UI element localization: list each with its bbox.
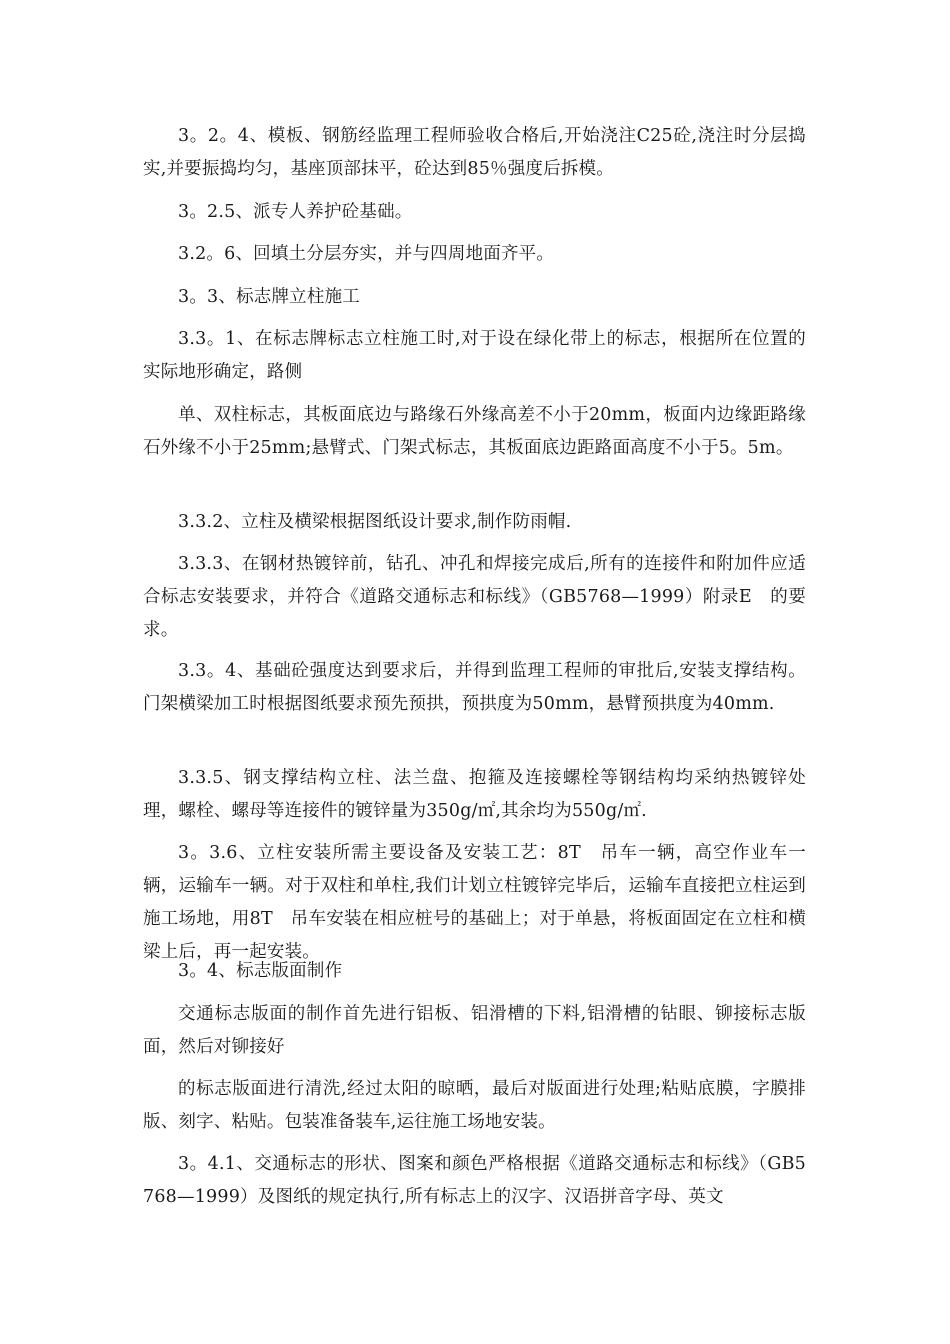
- paragraph-3-3-6: 3。3.6、立柱安装所需主要设备及安装工艺：8T 吊车一辆，高空作业车一辆，运输车一辆。对于双柱和单柱,我们计划立柱镀锌完毕后，运输车直接把立柱运到施工场地，用8T 吊车安装在相应桩号的基础上；对于单悬，将板面固定在立柱和横梁上后，再一起安装。: [143, 843, 806, 962]
- paragraph-3-3-1-continued: 单、双柱标志，其板面底边与路缘石外缘高差不小于20mm，板面内边缘距路缘石外缘不小于25mm;悬臂式、门架式标志，其板面底边距路面高度不小于5。5m。: [143, 405, 806, 458]
- paragraph-3-2-6: 3.2。6、回填土分层夯实，并与四周地面齐平。: [178, 244, 555, 264]
- paragraph-3-4-1: 3。4.1、交通标志的形状、图案和颜色严格根据《道路交通标志和标线》（GB5768—1999）及图纸的规定执行,所有标志上的汉字、汉语拼音字母、英文: [143, 1154, 806, 1207]
- paragraph-3-3-3: 3.3.3、在钢材热镀锌前，钻孔、冲孔和焊接完成后,所有的连接件和附加件应适合标志安装要求，并符合《道路交通标志和标线》（GB5768—1999）附录E 的要求。: [143, 554, 806, 640]
- section-heading-3-4: 3。4、标志版面制作: [178, 961, 343, 981]
- paragraph-3-2-5: 3。2.5、派专人养护砼基础。: [178, 202, 413, 222]
- section-heading-3-3: 3。3、标志牌立柱施工: [178, 287, 360, 307]
- paragraph-3-3-4: 3.3。4、基础砼强度达到要求后，并得到监理工程师的审批后,安装支撑结构。门架横梁加工时根据图纸要求预先预拱，预拱度为50mm，悬臂预拱度为40mm.: [143, 661, 806, 714]
- paragraph-3-3-1: 3.3。1、在标志牌标志立柱施工时,对于设在绿化带上的标志，根据所在位置的实际地形确定，路侧: [143, 329, 806, 382]
- paragraph-3-4-intro-continued: 的标志版面进行清洗,经过太阳的晾晒，最后对版面进行处理;粘贴底膜，字膜排版、刻字、粘贴。包装准备装车,运往施工场地安装。: [143, 1079, 806, 1132]
- paragraph-3-3-5: 3.3.5、钢支撑结构立柱、法兰盘、抱箍及连接螺栓等钢结构均采纳热镀锌处理，螺栓、螺母等连接件的镀锌量为350g/㎡,其余均为550g/㎡.: [143, 768, 806, 821]
- paragraph-3-2-4: 3。2。4、模板、钢筋经监理工程师验收合格后,开始浇注C25砼,浇注时分层捣实,并要振捣均匀，基座顶部抹平，砼达到85％强度后拆模。: [143, 126, 806, 179]
- paragraph-3-3-2: 3.3.2、立柱及横梁根据图纸设计要求,制作防雨帽.: [178, 512, 572, 532]
- paragraph-3-4-intro: 交通标志版面的制作首先进行铝板、铝滑槽的下料,铝滑槽的钻眼、铆接标志版面，然后对铆接好: [143, 1004, 806, 1057]
